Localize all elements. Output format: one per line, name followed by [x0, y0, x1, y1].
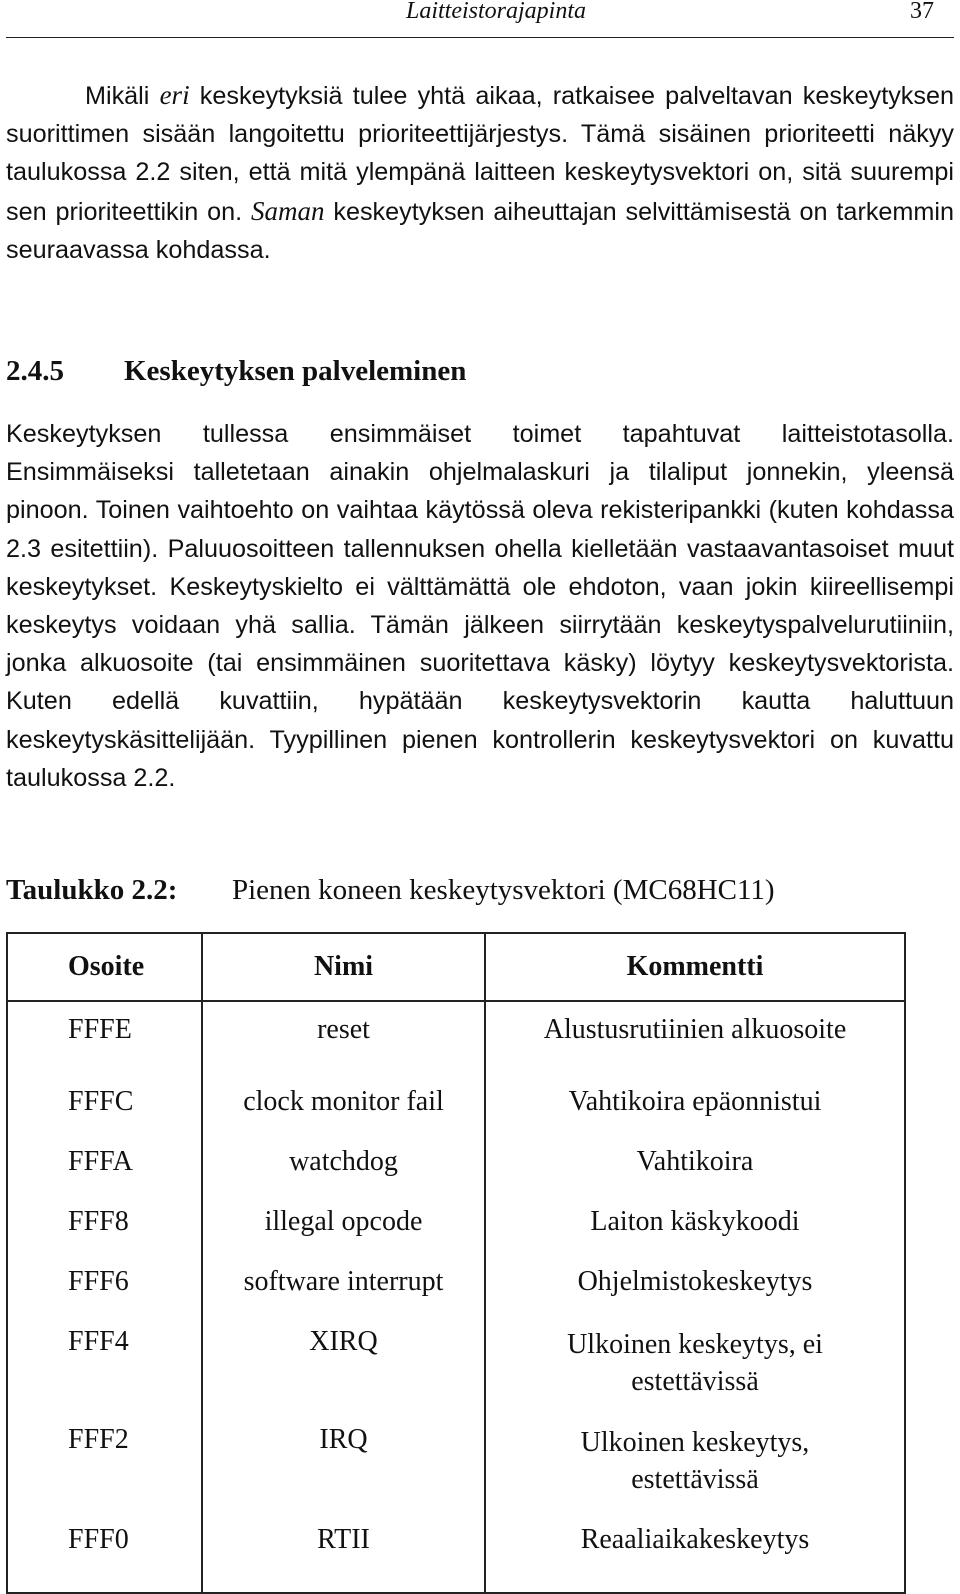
table-row [7, 1206, 905, 1266]
table-row [7, 1146, 905, 1206]
paragraph-interrupt-service: Keskeytyksen tullessa ensimmäiset toimet tapahtuvat laitteistotasolla. Ensimmäiseksi talletetaan ainakin ohjelmalaskuri ja tilaliput jonnekin, yleensä pinoon. Toinen vaihtoehto on vaihtaa käytössä oleva rekisteripankki (kuten kohdassa 2.3 esitettiin). Paluuosoitteen tallennuksen ohella kielletään vastaavantasoiset muut keskeytykset. Keskeytyskielto ei välttämättä ole ehdoton, vaan jokin kiireellisempi keskeytys voidaan yhä sallia. Tämän jälkeen siirrytään keskeytyspalvelurutiiniin, jonka alkuosoite (tai ensimmäinen suoritettava käsky) löytyy keskeytysvektorista. Kuten edellä kuvattiin, hypätään keskeytysvektorin kautta haluttuun keskeytyskäsittelijään. Tyypillinen pienen kontrollerin keskeytysvektori on kuvattu taulukossa 2.2. [6, 420, 954, 792]
cell-comment: Vahtikoira epäonnistui [485, 1086, 905, 1146]
cell-comment: Ulkoinen keskeytys, ei estettävissä [485, 1326, 905, 1424]
cell-comment: Ulkoinen keskeytys, estettävissä [485, 1424, 905, 1524]
cell-address: FFFE [7, 1001, 202, 1086]
caption-text: Pienen koneen keskeytysvektori (MC68HC11) [232, 874, 775, 906]
paragraph-text: keskeytyksen aiheuttajan selvittämisestä on tarkemmin seuraavassa kohdassa. [6, 197, 954, 264]
cell-address: FFF0 [7, 1524, 202, 1593]
column-header-address: Osoite [7, 933, 202, 1001]
cell-address: FFF8 [7, 1206, 202, 1266]
section-heading [6, 355, 466, 388]
table-row [7, 1266, 905, 1326]
cell-address: FFF4 [7, 1326, 202, 1424]
cell-comment: Ohjelmistokeskeytys [485, 1266, 905, 1326]
cell-comment: Reaaliaikakeskeytys [485, 1524, 905, 1593]
emphasis-text: Saman [251, 195, 325, 226]
section-number: 2.4.5 [6, 355, 64, 387]
paragraph-text: keskeytyksiä tulee yhtä aikaa, ratkaisee palveltavan keskeytyksen suorittimen sisään langoitettu prioriteettijärjestys. Tämä sisäinen prioriteetti näkyy taulukossa 2.2 siten, että mitä ylempänä laitteen keskeytysvektori on, sitä suurempi sen prioriteettikin on. [6, 82, 954, 226]
caption-label: Taulukko 2.2: [6, 874, 178, 906]
table-header-row [7, 933, 905, 1001]
cell-name: illegal opcode [202, 1206, 485, 1266]
page-header [0, 0, 960, 40]
interrupt-vector-table [6, 932, 906, 1594]
table-row [7, 1001, 905, 1086]
table-row [7, 1326, 905, 1424]
cell-name: reset [202, 1001, 485, 1086]
paragraph-priority [6, 76, 954, 269]
section-title: Keskeytyksen palveleminen [124, 355, 467, 387]
table-row [7, 1086, 905, 1146]
column-header-name: Nimi [202, 933, 485, 1001]
page-number: 37 [910, 0, 934, 24]
table-caption [6, 874, 775, 907]
table-row [7, 1424, 905, 1524]
column-header-comment: Kommentti [485, 933, 905, 1001]
cell-comment: Alustusrutiinien alkuosoite [485, 1001, 905, 1086]
cell-address: FFF6 [7, 1266, 202, 1326]
cell-name: XIRQ [202, 1326, 485, 1424]
running-title: Laitteistorajapinta [405, 0, 586, 24]
cell-comment: Vahtikoira [485, 1146, 905, 1206]
cell-name: clock monitor fail [202, 1086, 485, 1146]
cell-comment: Laiton käskykoodi [485, 1206, 905, 1266]
table-row [7, 1524, 905, 1593]
cell-name: RTII [202, 1524, 485, 1593]
emphasis-text: eri [159, 80, 190, 110]
cell-name: IRQ [202, 1424, 485, 1524]
cell-name: software interrupt [202, 1266, 485, 1326]
cell-name: watchdog [202, 1146, 485, 1206]
cell-address: FFF2 [7, 1424, 202, 1524]
paragraph-text: Mikäli [85, 82, 160, 110]
cell-address: FFFC [7, 1086, 202, 1146]
header-rule [6, 37, 954, 38]
cell-address: FFFA [7, 1146, 202, 1206]
